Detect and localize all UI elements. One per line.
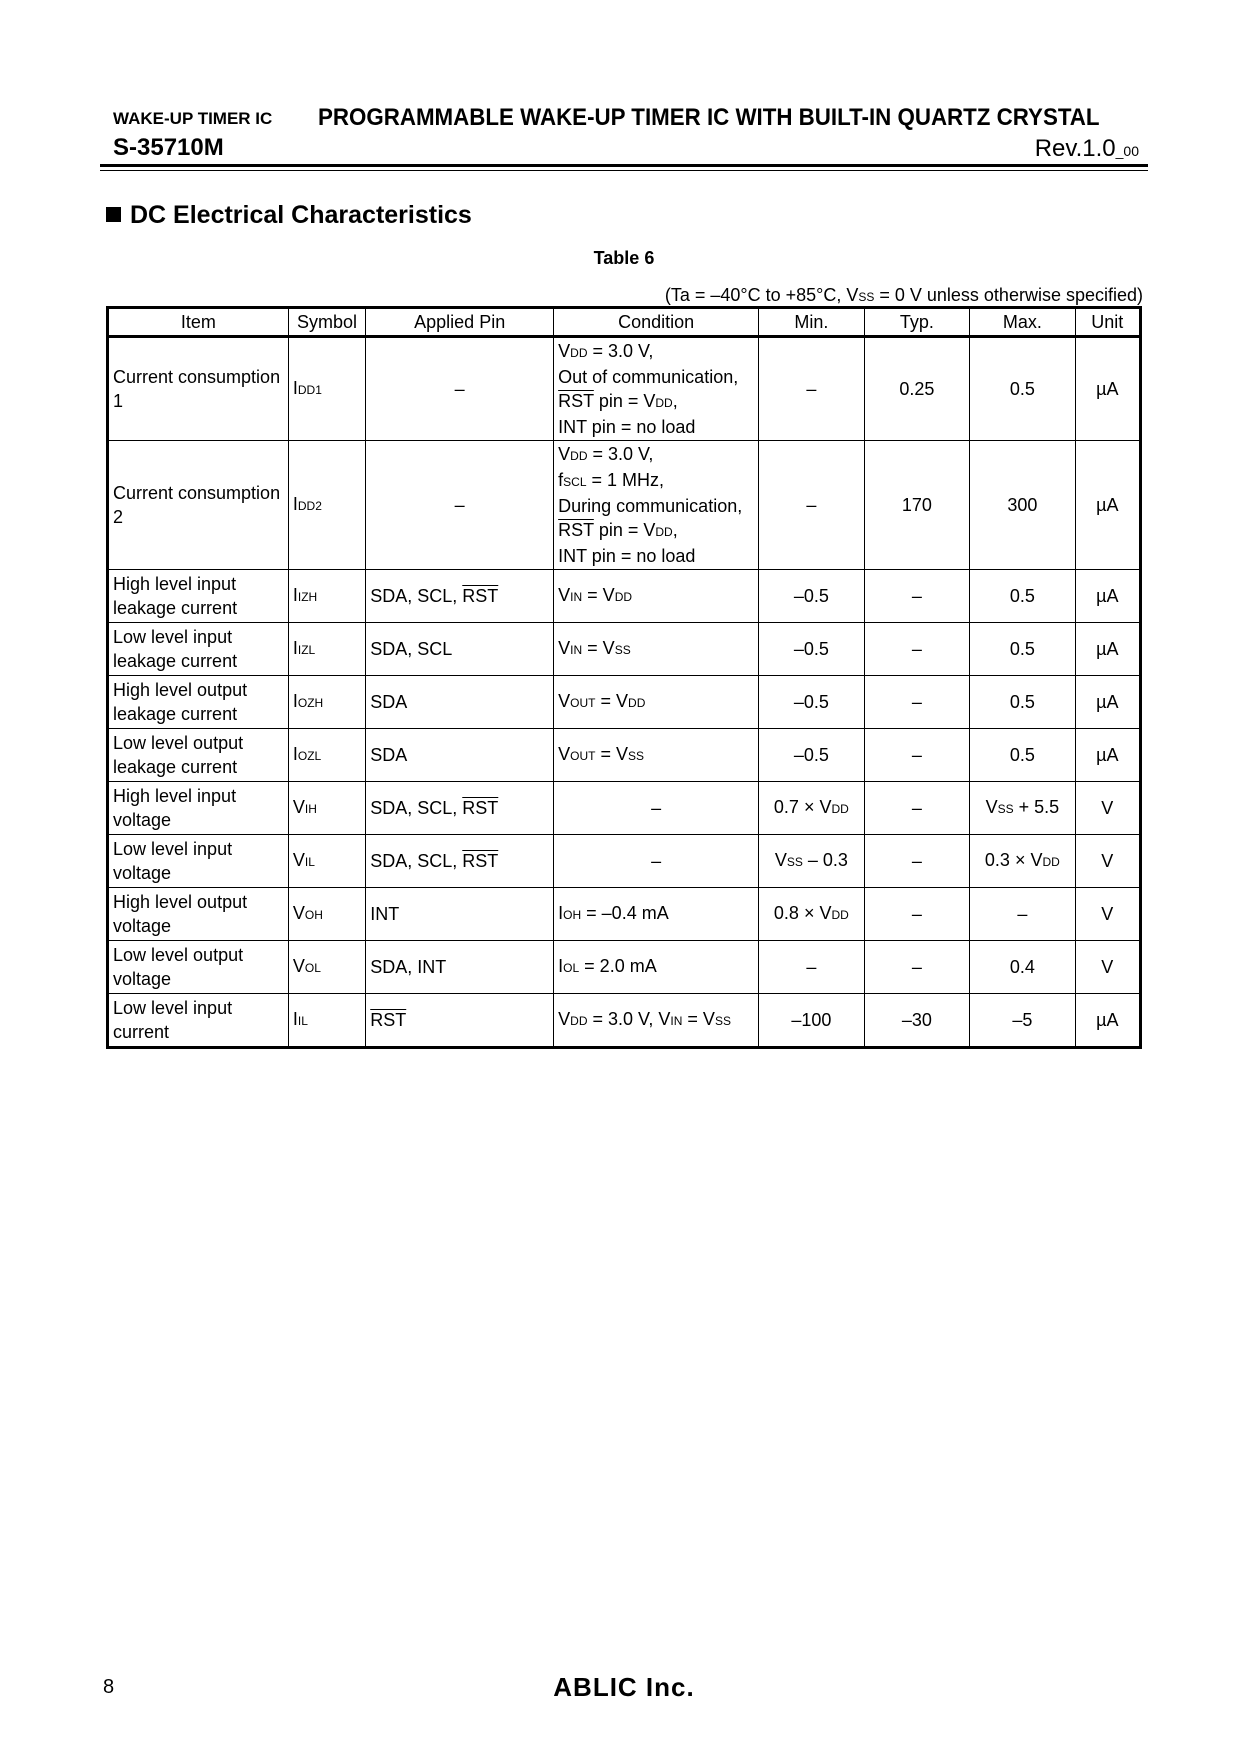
cell-condition: VOUT = VSS (554, 729, 759, 782)
cell-applied-pin: INT (366, 888, 554, 941)
cell-unit: µA (1075, 676, 1140, 729)
table-caption: Table 6 (593, 248, 655, 268)
cell-max: 0.3 × VDD (970, 835, 1076, 888)
cell-min: VSS – 0.3 (759, 835, 865, 888)
cell-max: 0.5 (970, 676, 1076, 729)
revision-sub: _00 (1115, 143, 1139, 159)
header-category: WAKE-UP TIMER IC (113, 109, 273, 128)
cell-symbol: IOZL (288, 729, 365, 782)
cell-condition: VIN = VDD (554, 570, 759, 623)
cell-condition: – (554, 782, 759, 835)
cell-unit: µA (1075, 994, 1140, 1048)
cell-applied-pin: SDA, SCL, $\overline{RST}$ (366, 835, 554, 888)
col-header-typ: Typ. (864, 308, 970, 337)
document-title: PROGRAMMABLE WAKE-UP TIMER IC WITH BUILT-IN QUARTZ CRYSTAL (318, 104, 1100, 131)
cell-condition: VDD = 3.0 V, VIN = VSS (554, 994, 759, 1048)
cell-max: 300 (970, 441, 1076, 570)
table-row (108, 570, 1141, 623)
header-rule-thin (100, 170, 1148, 171)
cell-symbol: VIH (288, 782, 365, 835)
revision-main: Rev.1.0 (1034, 135, 1116, 162)
cell-min: –0.5 (759, 623, 865, 676)
cell-min: – (759, 941, 865, 994)
table-row (108, 729, 1141, 782)
cell-typ: – (864, 729, 970, 782)
section-title: DC Electrical Characteristics (130, 201, 472, 229)
cell-typ: –30 (864, 994, 970, 1048)
cell-item: Low level input current (108, 994, 289, 1048)
cell-typ: – (864, 676, 970, 729)
cell-typ: – (864, 888, 970, 941)
table-row (108, 835, 1141, 888)
cell-item: Current consumption 1 (108, 337, 289, 441)
cell-min: 0.7 × VDD (759, 782, 865, 835)
section-heading (106, 201, 472, 230)
col-header-max: Max. (970, 308, 1076, 337)
cell-condition: IOH = –0.4 mA (554, 888, 759, 941)
cell-applied-pin: – (366, 337, 554, 441)
cell-applied-pin: $\overline{RST}$ (366, 994, 554, 1048)
cell-item: Low level output leakage current (108, 729, 289, 782)
cell-unit: µA (1075, 570, 1140, 623)
table-row (108, 994, 1141, 1048)
cell-item: High level input leakage current (108, 570, 289, 623)
table-conditions: (Ta = –40°C to +85°C, VSS = 0 V unless otherwise specified) (664, 285, 1143, 305)
table-row (108, 782, 1141, 835)
table-row (108, 941, 1141, 994)
cell-unit: V (1075, 888, 1140, 941)
cell-min: – (759, 337, 865, 441)
cell-applied-pin: SDA, SCL, $\overline{RST}$ (366, 570, 554, 623)
cell-applied-pin: – (366, 441, 554, 570)
cell-condition: – (554, 835, 759, 888)
table-row (108, 623, 1141, 676)
cell-symbol: VOH (288, 888, 365, 941)
cell-min: –0.5 (759, 676, 865, 729)
cell-typ: – (864, 835, 970, 888)
cell-applied-pin: SDA, SCL, $\overline{RST}$ (366, 782, 554, 835)
cell-typ: 0.25 (864, 337, 970, 441)
company-logo: ABLIC Inc. (553, 1672, 695, 1702)
cell-applied-pin: SDA, SCL (366, 623, 554, 676)
model-number: S-35710M (113, 134, 224, 161)
cell-unit: µA (1075, 729, 1140, 782)
col-header-condition: Condition (554, 308, 759, 337)
cell-item: Low level input leakage current (108, 623, 289, 676)
cell-typ: – (864, 782, 970, 835)
cell-applied-pin: SDA (366, 676, 554, 729)
cell-unit: µA (1075, 441, 1140, 570)
square-bullet-icon (106, 207, 121, 222)
cell-symbol: IIZH (288, 570, 365, 623)
cell-max: –5 (970, 994, 1076, 1048)
cell-symbol: IIZL (288, 623, 365, 676)
cell-item: Low level input voltage (108, 835, 289, 888)
cell-unit: µA (1075, 337, 1140, 441)
cell-symbol: IIL (288, 994, 365, 1048)
cell-symbol: IOZH (288, 676, 365, 729)
cell-max: 0.5 (970, 623, 1076, 676)
header-rule-thick (100, 164, 1148, 167)
cell-unit: V (1075, 782, 1140, 835)
col-header-symbol: Symbol (288, 308, 365, 337)
cell-typ: – (864, 623, 970, 676)
table-row (108, 441, 1141, 570)
cell-max: VSS + 5.5 (970, 782, 1076, 835)
cell-typ: 170 (864, 441, 970, 570)
col-header-applied-pin: Applied Pin (366, 308, 554, 337)
table-row (108, 337, 1141, 441)
cell-max: 0.4 (970, 941, 1076, 994)
cell-min: 0.8 × VDD (759, 888, 865, 941)
cell-unit: V (1075, 835, 1140, 888)
col-header-item: Item (108, 308, 289, 337)
cell-symbol: VIL (288, 835, 365, 888)
cell-min: –0.5 (759, 729, 865, 782)
table-row (108, 888, 1141, 941)
cell-item: High level output voltage (108, 888, 289, 941)
cell-item: High level output leakage current (108, 676, 289, 729)
dc-characteristics-table (106, 306, 1142, 1049)
cell-min: –0.5 (759, 570, 865, 623)
cell-item: Low level output voltage (108, 941, 289, 994)
table-header-row (108, 308, 1141, 337)
cell-symbol: IDD2 (288, 441, 365, 570)
cell-symbol: VOL (288, 941, 365, 994)
cell-max: 0.5 (970, 729, 1076, 782)
col-header-min: Min. (759, 308, 865, 337)
col-header-unit: Unit (1075, 308, 1140, 337)
table-row (108, 676, 1141, 729)
cell-max: 0.5 (970, 337, 1076, 441)
cell-min: –100 (759, 994, 865, 1048)
cell-max: – (970, 888, 1076, 941)
cell-condition: VIN = VSS (554, 623, 759, 676)
cell-item: Current consumption 2 (108, 441, 289, 570)
cell-condition: IOL = 2.0 mA (554, 941, 759, 994)
cell-max: 0.5 (970, 570, 1076, 623)
cell-typ: – (864, 941, 970, 994)
cell-applied-pin: SDA, INT (366, 941, 554, 994)
page-number: 8 (103, 1676, 115, 1698)
cell-item: High level input voltage (108, 782, 289, 835)
cell-applied-pin: SDA (366, 729, 554, 782)
cell-condition: VDD = 3.0 V, fSCL = 1 MHz, During communication, $\overline{RST}$ pin = VDD, INT pin = no load (554, 441, 759, 570)
cell-unit: µA (1075, 623, 1140, 676)
cell-symbol: IDD1 (288, 337, 365, 441)
cell-condition: VDD = 3.0 V, Out of communication, $\overline{RST}$ pin = VDD, INT pin = no load (554, 337, 759, 441)
cell-condition: VOUT = VDD (554, 676, 759, 729)
cell-min: – (759, 441, 865, 570)
cell-unit: V (1075, 941, 1140, 994)
cell-typ: – (864, 570, 970, 623)
revision (1035, 135, 1139, 163)
